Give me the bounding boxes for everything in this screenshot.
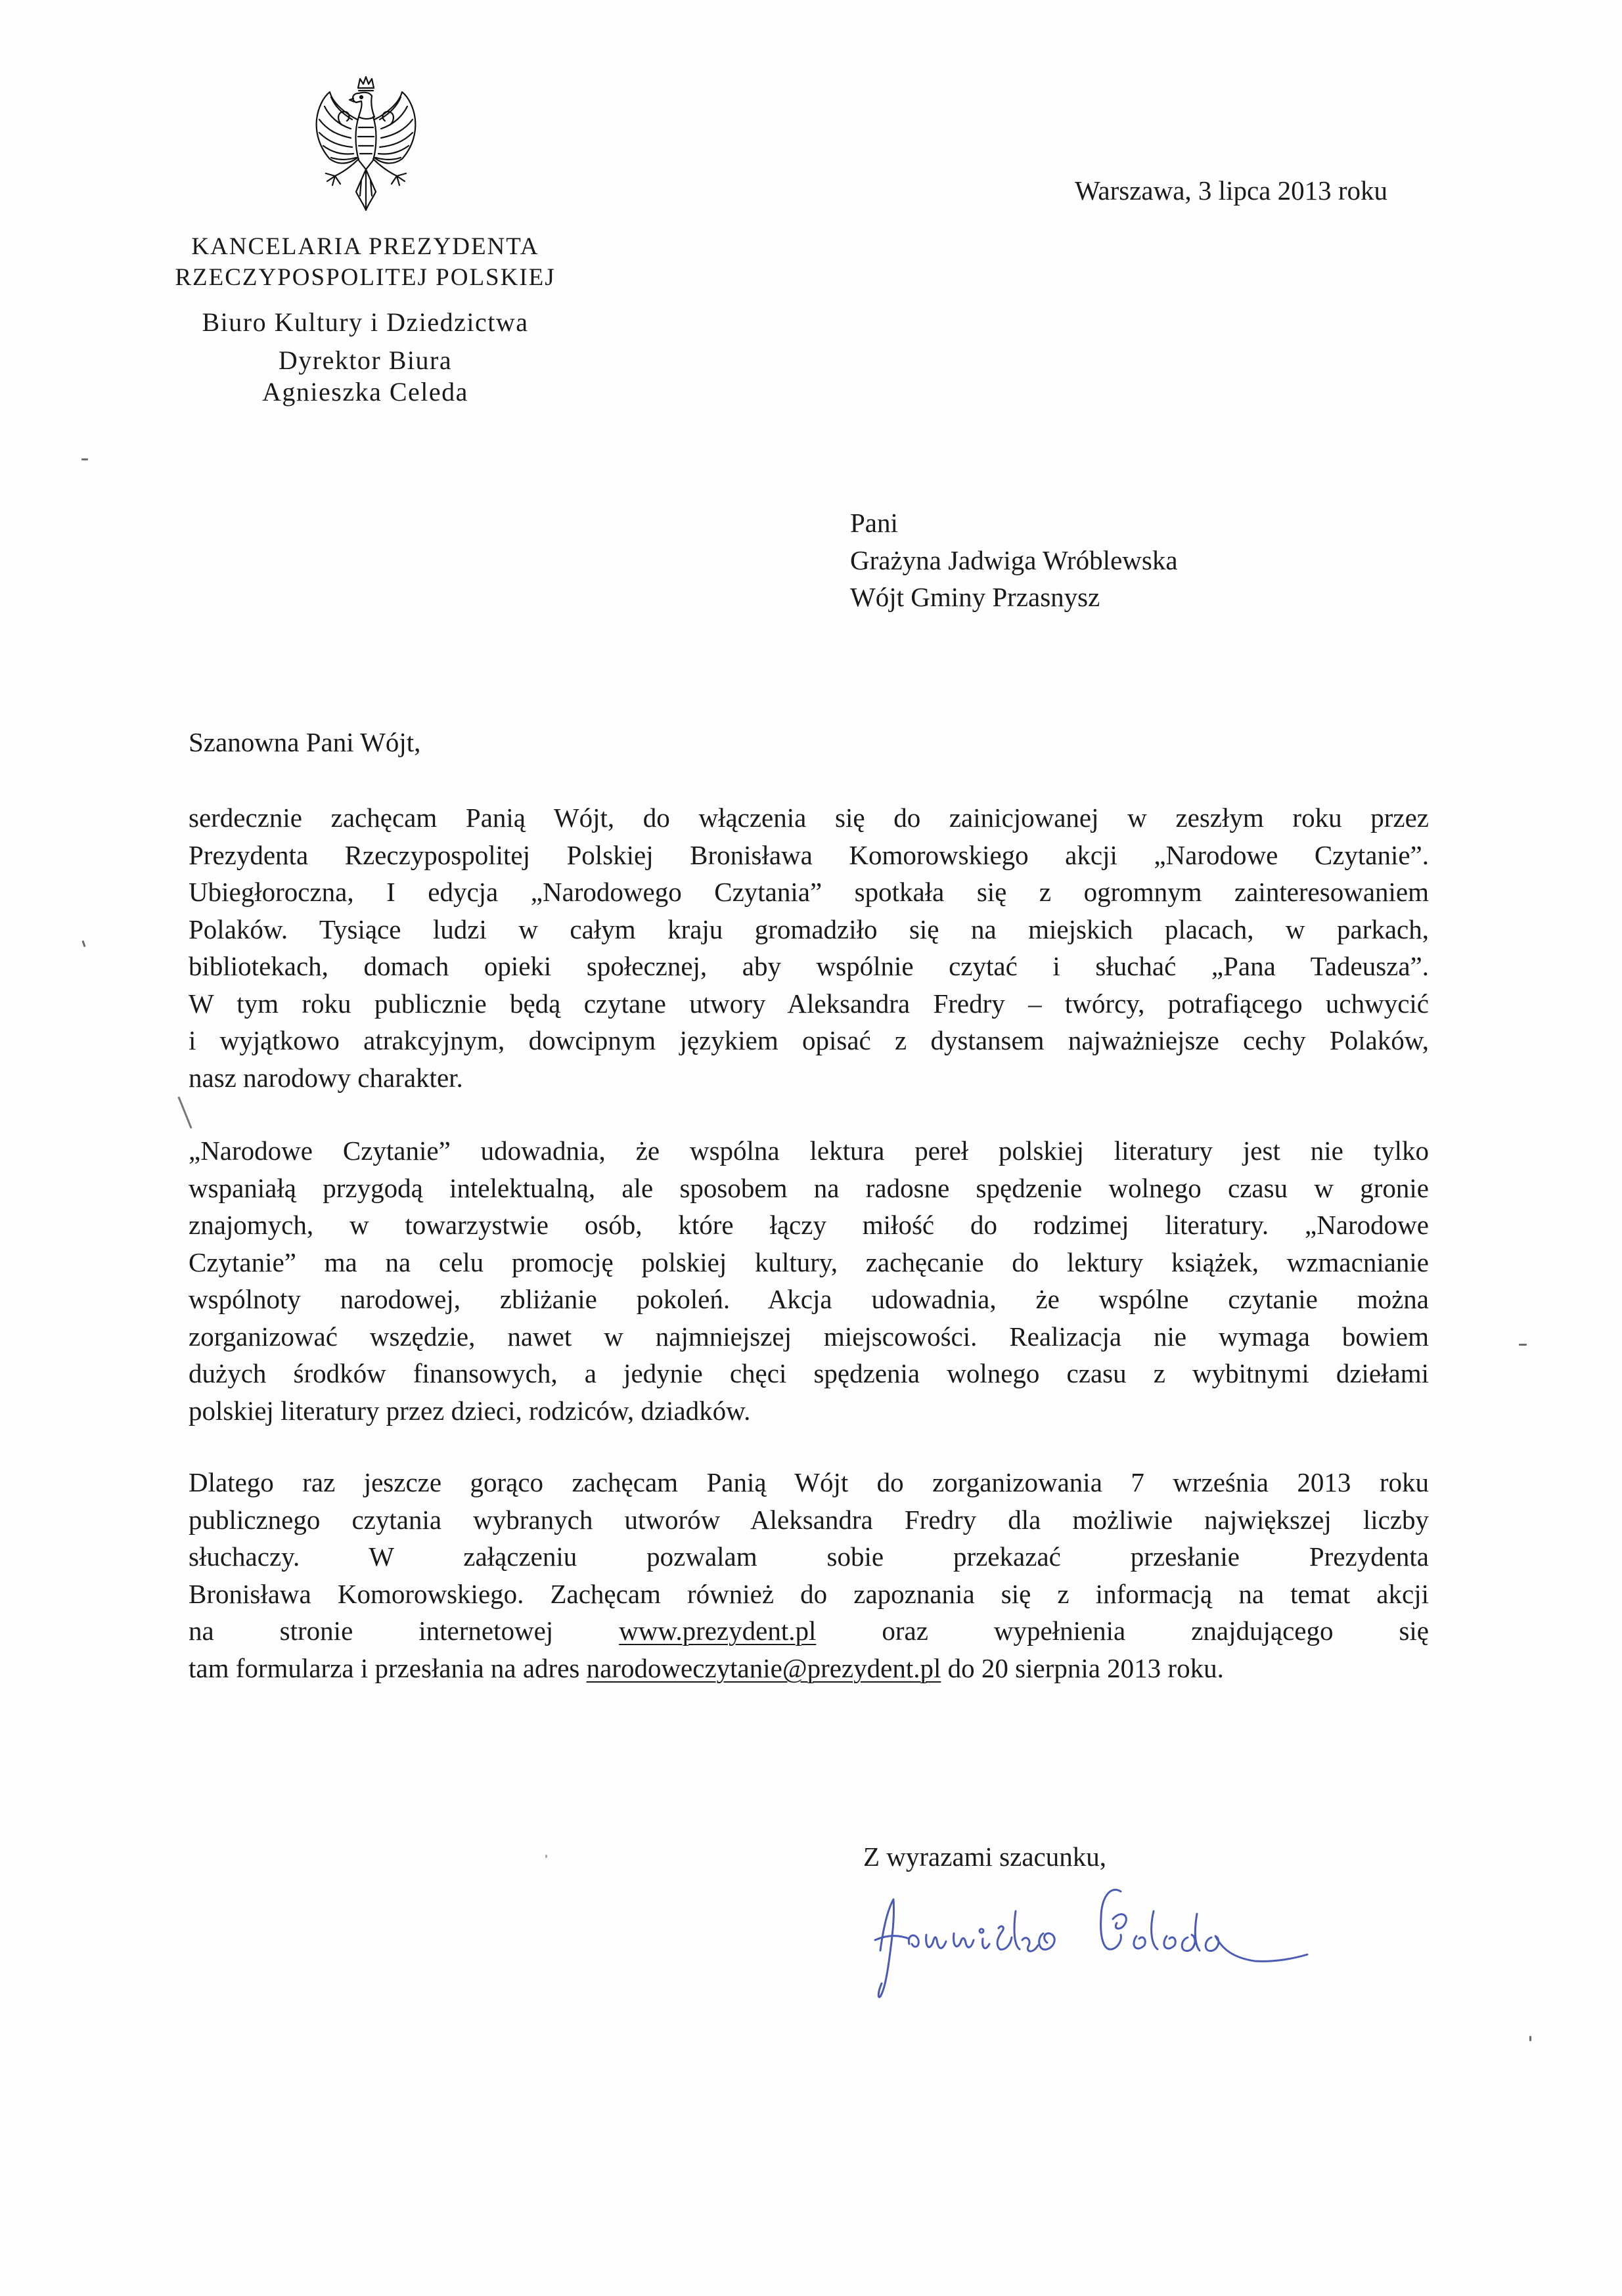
handwritten-signature-icon <box>861 1872 1373 2003</box>
paragraph-line: bibliotekach, domach opieki społecznej, aby wspólnie czytać i słuchać „Pana Tadeusza”. <box>189 951 1429 981</box>
paragraph-line: W tym roku publicznie będą czytane utwory Aleksandra Fredry – twórcy, potrafiącego uchwycić <box>189 988 1429 1019</box>
salutation: Szanowna Pani Wójt, <box>189 727 421 757</box>
body-paragraph-1 <box>189 799 1429 1096</box>
email-link[interactable]: narodoweczytanie@prezydent.pl <box>586 1652 941 1683</box>
scan-speck <box>1529 2036 1531 2041</box>
paragraph-line-with-email <box>189 1650 1429 1687</box>
paragraph-line: „Narodowe Czytanie” udowadnia, że wspólna lektura pereł polskiej literatury jest nie tylko <box>189 1136 1429 1166</box>
body-paragraph-3 <box>189 1464 1429 1687</box>
line6-text-before: tam formularza i przesłania na adres <box>189 1652 580 1683</box>
scan-slash-mark <box>177 1096 192 1128</box>
addressee-honorific: Pani <box>850 508 898 538</box>
closing-phrase: Z wyrazami szacunku, <box>863 1842 1106 1872</box>
paragraph-line: znajomych, w towarzystwie osób, które łączy miłość do rodzimej literatury. „Narodowe <box>189 1210 1429 1240</box>
paragraph-line: Dlatego raz jeszcze gorąco zachęcam Panią Wójt do zorganizowania 7 września 2013 roku <box>189 1467 1429 1497</box>
website-link[interactable]: www.prezydent.pl <box>619 1616 817 1646</box>
paragraph-line: Czytanie” ma na celu promocję polskiej kultury, zachęcanie do lektury książek, wzmacnianie <box>189 1247 1429 1277</box>
line5-text-before: na stronie internetowej <box>189 1616 554 1646</box>
addressee-block <box>850 504 1178 616</box>
paragraph-line: Bronisława Komorowskiego. Zachęcam również do zapoznania się z informacją na temat akcji <box>189 1578 1429 1609</box>
paragraph-line: słuchaczy. W załączeniu pozwalam sobie przekazać przesłanie Prezydenta <box>189 1541 1429 1572</box>
paragraph-line: publicznego czytania wybranych utworów Aleksandra Fredry dla możliwie największej liczby <box>189 1504 1429 1535</box>
polish-eagle-emblem-icon <box>304 74 428 213</box>
paragraph-line-with-link <box>189 1612 1429 1650</box>
paragraph-line: Ubiegłoroczna, I edycja „Narodowego Czytania” spotkała się z ogromnym zainteresowaniem <box>189 877 1429 907</box>
paragraph-line: wspólnoty narodowej, zbliżanie pokoleń. Akcja udowadnia, że wspólne czytanie można <box>189 1284 1429 1314</box>
letterhead-institution-line2: RZECZYPOSPOLITEJ POLSKIEJ <box>175 264 556 291</box>
scan-speck <box>1519 1344 1527 1346</box>
paragraph-line: zorganizować wszędzie, nawet w najmniejszej miejscowości. Realizacja nie wymaga bowiem <box>189 1321 1429 1352</box>
paragraph-line: polskiej literatury przez dzieci, rodziców, dziadków. <box>189 1395 751 1426</box>
letterhead-name: Agnieszka Celeda <box>262 377 468 407</box>
addressee-title: Wójt Gminy Przasnysz <box>850 582 1100 612</box>
paragraph-line: dużych środków finansowych, a jedynie chęci spędzenia wolnego czasu z wybitnymi dziełami <box>189 1358 1429 1388</box>
scan-speck <box>81 940 85 947</box>
paragraph-line: i wyjątkowo atrakcyjnym, dowcipnym językiem opisać z dystansem najważniejsze cechy Polaków, <box>189 1025 1429 1055</box>
letterhead-position: Dyrektor Biura <box>278 345 453 375</box>
addressee-name: Grażyna Jadwiga Wróblewska <box>850 544 1178 575</box>
paragraph-line: nasz narodowy charakter. <box>189 1062 463 1093</box>
paragraph-line: Polaków. Tysiące ludzi w całym kraju gromadziło się na miejskich placach, w parkach, <box>189 914 1429 944</box>
body-paragraph-2 <box>189 1132 1429 1429</box>
paragraph-line: wspaniałą przygodą intelektualną, ale sposobem na radosne spędzenie wolnego czasu w gronie <box>189 1172 1429 1203</box>
scan-speck <box>81 458 88 460</box>
line6-text-after: do 20 sierpnia 2013 roku. <box>947 1652 1224 1683</box>
paragraph-line: serdecznie zachęcam Panią Wójt, do włączenia się do zainicjowanej w zeszłym roku przez <box>189 803 1429 833</box>
scan-speck <box>545 1855 547 1858</box>
date-line: Warszawa, 3 lipca 2013 roku <box>1075 175 1388 206</box>
letterhead-office: Biuro Kultury i Dziedzictwa <box>202 307 529 337</box>
letterhead-institution-line1: KANCELARIA PREZYDENTA <box>191 233 539 260</box>
paragraph-line: Prezydenta Rzeczypospolitej Polskiej Bronisława Komorowskiego akcji „Narodowe Czytanie”. <box>189 839 1429 870</box>
line5-text-after: oraz wypełnienia znajdującego się <box>882 1616 1430 1646</box>
